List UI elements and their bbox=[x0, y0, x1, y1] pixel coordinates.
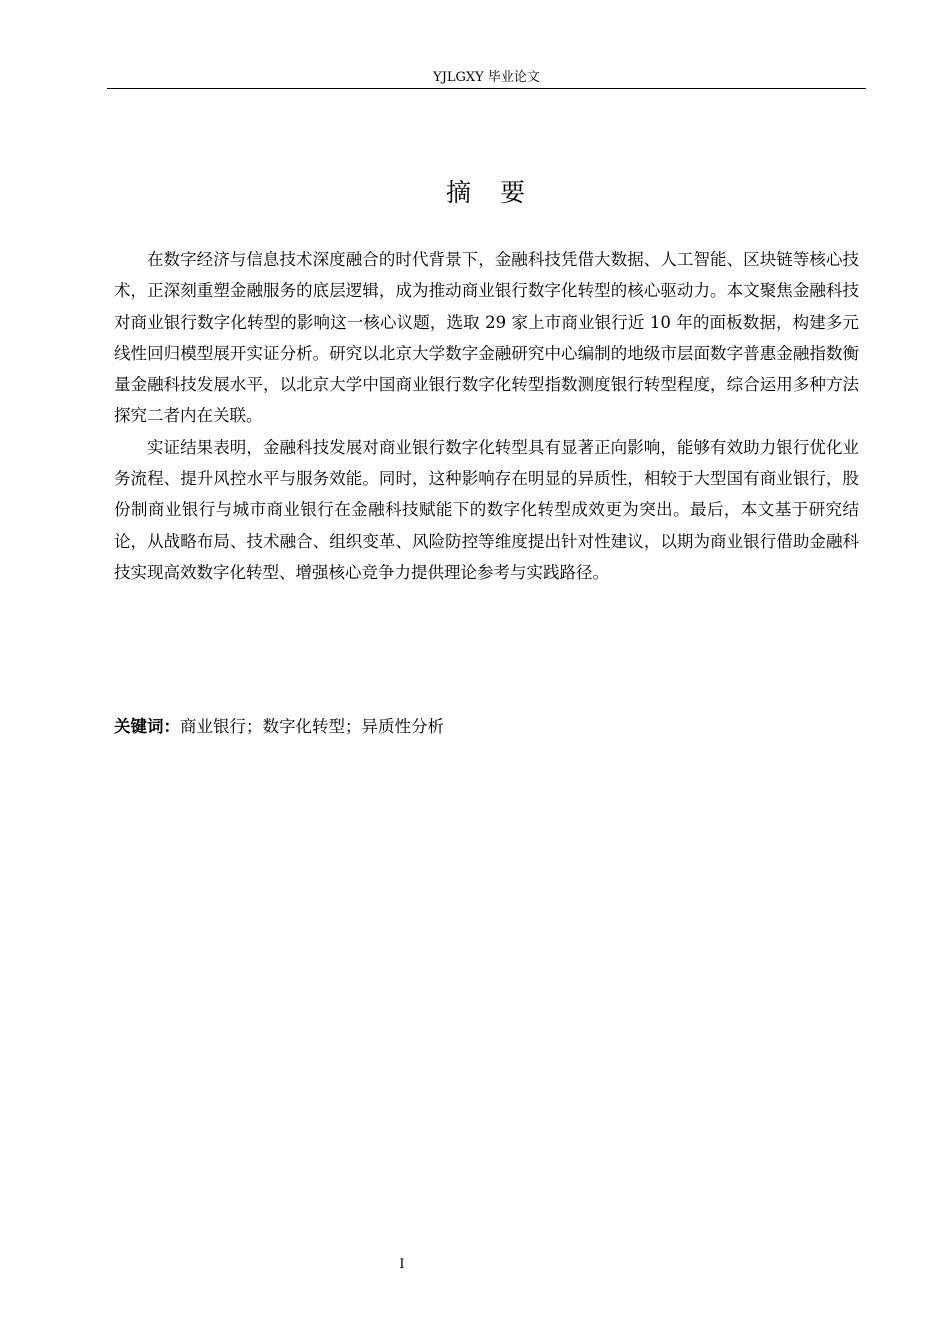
keywords-value: 商业银行；数字化转型；异质性分析 bbox=[180, 717, 444, 736]
abstract-paragraph-1: 在数字经济与信息技术深度融合的时代背景下，金融科技凭借大数据、人工智能、区块链等核心技术，正深刻重塑金融服务的底层逻辑，成为推动商业银行数字化转型的核心驱动力。本文聚焦金融科技对商业银行数字化转型的影响这一核心议题，选取 29 家上市商业银行近 10 年的面板数据，构建多元线性回归模型展开实证分析。研究以北京大学数字金融研究中心编制的地级市层面数字普惠金融指数衡量金融科技发展水平，以北京大学中国商业银行数字化转型指数测度银行转型程度，综合运用多种方法探究二者内在关联。 bbox=[114, 250, 859, 426]
abstract-body bbox=[114, 244, 859, 588]
page-header bbox=[107, 66, 866, 89]
abstract-paragraph-2: 实证结果表明，金融科技发展对商业银行数字化转型具有显著正向影响，能够有效助力银行优化业务流程、提升风控水平与服务效能。同时，这种影响存在明显的异质性，相较于大型国有商业银行，股份制商业银行与城市商业银行在金融科技赋能下的数字化转型成效更为突出。最后，本文基于研究结论，从战略布局、技术融合、组织变革、风险防控等维度提出针对性建议，以期为商业银行借助金融科技实现高效数字化转型、增强核心竞争力提供理论参考与实践路径。 bbox=[114, 437, 859, 582]
keywords-label: 关键词： bbox=[114, 717, 180, 736]
page-number: I bbox=[399, 1257, 405, 1272]
abstract-title: 摘 要 bbox=[445, 178, 527, 207]
keywords-line bbox=[114, 712, 859, 742]
header-text: YJLGXY 毕业论文 bbox=[433, 70, 540, 85]
